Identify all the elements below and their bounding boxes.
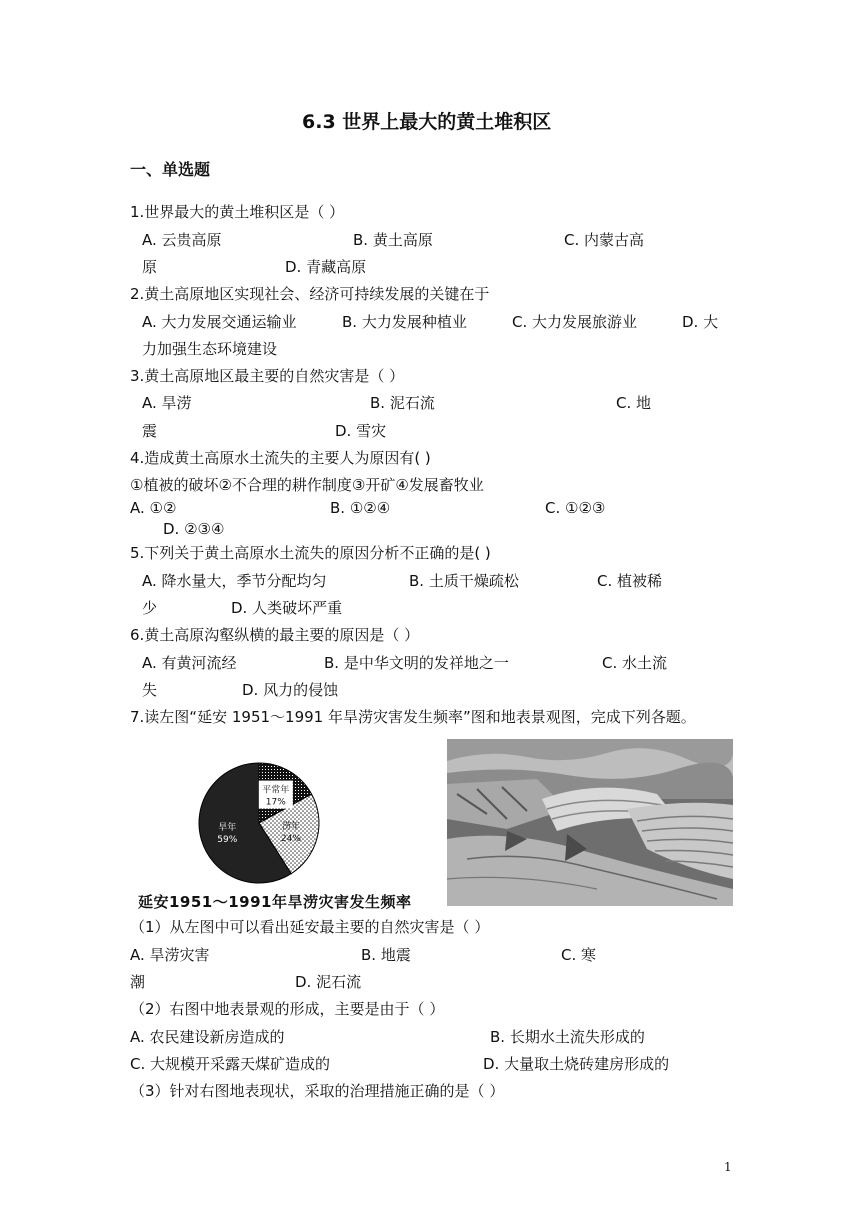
q7-1-option-c: C. 寒 [561, 946, 597, 964]
q6-option-d: D. 风力的侵蚀 [242, 681, 339, 699]
pie-label-3 [217, 821, 237, 845]
q3-option-c-wrap: 震 [142, 422, 158, 440]
q3-option-d: D. 雪灾 [335, 422, 387, 440]
section-heading: 一、单选题 [130, 160, 211, 179]
pie-category-label: 平常年 [262, 785, 290, 796]
q7-1-option-a: A. 旱涝灾害 [130, 946, 210, 964]
q5-option-a: A. 降水量大，季节分配均匀 [142, 572, 327, 590]
pie-category-label: 旱年 [218, 823, 237, 834]
loess-landscape-photo [447, 739, 733, 906]
question-1: 1.世界最大的黄土堆积区是（ ） [130, 203, 345, 221]
q7-2-option-b: B. 长期水土流失形成的 [490, 1028, 645, 1046]
question-7-1: （1）从左图中可以看出延安最主要的自然灾害是（ ） [130, 918, 490, 936]
q5-option-b: B. 土质干燥疏松 [409, 572, 519, 590]
q4-option-a: A. ①② [130, 499, 177, 517]
q6-option-b: B. 是中华文明的发祥地之一 [324, 654, 509, 672]
q1-option-a: A. 云贵高原 [142, 231, 222, 249]
question-6: 6.黄土高原沟壑纵横的最主要的原因是（ ） [130, 626, 420, 644]
q4-option-b: B. ①②④ [330, 499, 391, 517]
question-7-3: （3）针对右图地表现状，采取的治理措施正确的是（ ） [130, 1082, 505, 1100]
q7-1-option-c-wrap: 潮 [130, 973, 146, 991]
q7-2-option-a: A. 农民建设新房造成的 [130, 1028, 285, 1046]
disaster-frequency-pie-chart [184, 760, 334, 885]
q2-option-b: B. 大力发展种植业 [342, 313, 467, 331]
q5-option-c-wrap: 少 [142, 599, 158, 617]
q6-option-a: A. 有黄河流经 [142, 654, 237, 672]
pie-value-label: 24% [280, 834, 302, 845]
q4-items: ①植被的破坏②不合理的耕作制度③开矿④发展畜牧业 [130, 476, 484, 494]
q7-1-option-b: B. 地震 [361, 946, 411, 964]
page-title: 6.3 世界上最大的黄土堆积区 [302, 111, 552, 133]
pie-label-1 [259, 781, 293, 809]
q3-option-c: C. 地 [616, 394, 652, 412]
pie-value-label: 17% [265, 797, 286, 808]
question-4: 4.造成黄土高原水土流失的主要人为原因有( ) [130, 449, 431, 467]
q6-option-c-wrap: 失 [142, 681, 158, 699]
question-7-2: （2）右图中地表景观的形成，主要是由于（ ） [130, 1000, 445, 1018]
q3-option-a: A. 旱涝 [142, 394, 192, 412]
page-number: 1 [724, 1160, 732, 1174]
q6-option-c: C. 水土流 [602, 654, 668, 672]
question-5: 5.下列关于黄土高原水土流失的原因分析不正确的是( ) [130, 544, 491, 562]
q7-1-option-d: D. 泥石流 [295, 973, 362, 991]
q1-option-b: B. 黄土高原 [353, 231, 433, 249]
q2-option-a: A. 大力发展交通运输业 [142, 313, 297, 331]
q2-option-d-wrap: 力加强生态环境建设 [142, 340, 278, 358]
pie-value-label: 59% [217, 835, 238, 846]
question-7: 7.读左图“延安 1951～1991 年旱涝灾害发生频率”图和地表景观图，完成下列各题。 [130, 708, 696, 726]
q7-2-option-c: C. 大规模开采露天煤矿造成的 [130, 1055, 331, 1073]
q5-option-c: C. 植被稀 [597, 572, 663, 590]
question-3: 3.黄土高原地区最主要的自然灾害是（ ） [130, 367, 405, 385]
q1-option-c: C. 内蒙古高 [564, 231, 645, 249]
q4-option-c: C. ①②③ [545, 499, 606, 517]
q3-option-b: B. 泥石流 [370, 394, 435, 412]
question-2: 2.黄土高原地区实现社会、经济可持续发展的关键在于 [130, 285, 490, 303]
q4-option-d: D. ②③④ [163, 520, 225, 538]
q1-option-c-wrap: 原 [142, 258, 158, 276]
q7-2-option-d: D. 大量取土烧砖建房形成的 [483, 1055, 670, 1073]
pie-category-label: 涝年 [281, 822, 301, 833]
q2-option-d: D. 大 [682, 313, 719, 331]
q1-option-d: D. 青藏高原 [285, 258, 367, 276]
q2-option-c: C. 大力发展旅游业 [512, 313, 638, 331]
pie-label-2 [281, 820, 301, 844]
q5-option-d: D. 人类破坏严重 [231, 599, 343, 617]
chart-title: 延安1951～1991年旱涝灾害发生频率 [138, 893, 412, 911]
